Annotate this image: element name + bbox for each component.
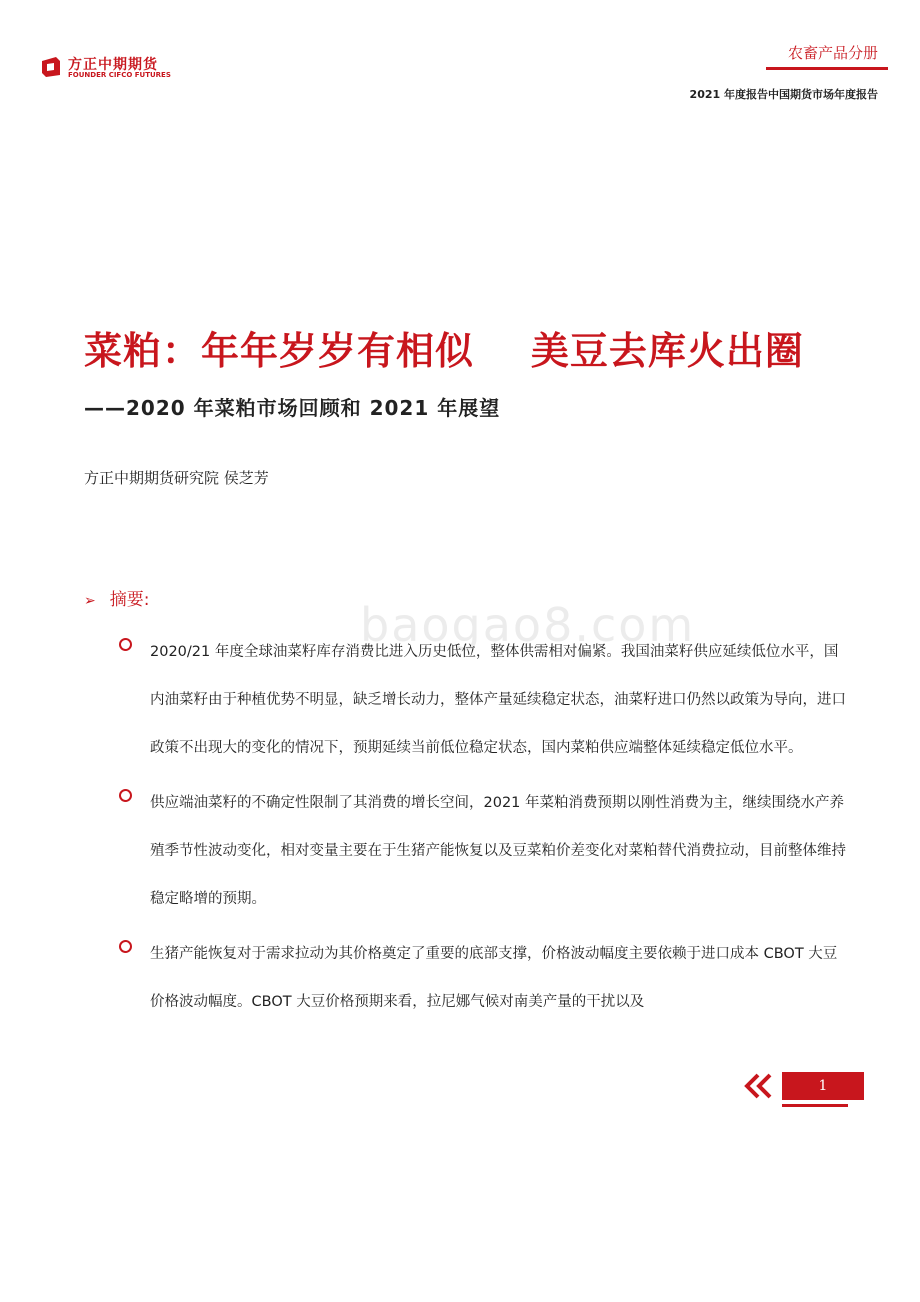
arrow-right-icon: ➢ xyxy=(84,593,96,609)
page-number: 1 xyxy=(782,1072,864,1100)
report-subtitle: ——2020 年菜粕市场回顾和 2021 年展望 xyxy=(84,396,501,420)
abstract-heading xyxy=(84,585,149,610)
list-item xyxy=(116,930,846,1026)
abstract-heading-label: 摘要: xyxy=(109,590,150,610)
abstract-list xyxy=(116,628,846,1033)
list-item xyxy=(116,628,846,772)
report-title: 菜粕：年年岁岁有相似 美豆去库火出圈 xyxy=(84,329,804,373)
circle-bullet-icon xyxy=(119,638,132,651)
list-item-text: 2020/21 年度全球油菜籽库存消费比进入历史低位，整体供需相对偏紧。我国油菜籽供应延续低位水平，国内油菜籽由于种植优势不明显，缺乏增长动力，整体产量延续稳定状态，油菜籽进口仍然以政策为导向，进口政策不出现大的变化的情况下，预期延续当前低位稳定状态，国内菜粕供应端整体延续稳定低位水平。 xyxy=(150,644,846,756)
list-item-text: 生猪产能恢复对于需求拉动为其价格奠定了重要的底部支撑，价格波动幅度主要依赖于进口成本 CBOT 大豆价格波动幅度。CBOT 大豆价格预期来看，拉尼娜气候对南美产量的干扰以及 xyxy=(150,946,838,1010)
page-number-underline xyxy=(782,1104,848,1107)
report-author: 方正中期期货研究院 侯芝芳 xyxy=(84,469,269,487)
double-chevron-left-icon xyxy=(742,1072,778,1100)
circle-bullet-icon xyxy=(119,940,132,953)
watermark: baogao8.com xyxy=(360,598,696,652)
list-item xyxy=(116,779,846,923)
company-logo xyxy=(38,52,178,82)
logo-chinese-name: 方正中期期货 xyxy=(68,57,158,73)
logo-english-name: FOUNDER CIFCO FUTURES xyxy=(68,71,171,79)
founder-logo-icon xyxy=(38,55,62,79)
category-underline xyxy=(766,67,888,70)
report-series: 2021 年度报告中国期货市场年度报告 xyxy=(689,88,878,101)
list-item-text: 供应端油菜籽的不确定性限制了其消费的增长空间，2021 年菜粕消费预期以刚性消费为主，继续围绕水产养殖季节性波动变化，相对变量主要在于生猪产能恢复以及豆菜粕价差变化对菜粕替代消费拉动，目前整体维持稳定略增的预期。 xyxy=(150,795,846,907)
report-category: 农畜产品分册 xyxy=(787,44,878,62)
circle-bullet-icon xyxy=(119,789,132,802)
